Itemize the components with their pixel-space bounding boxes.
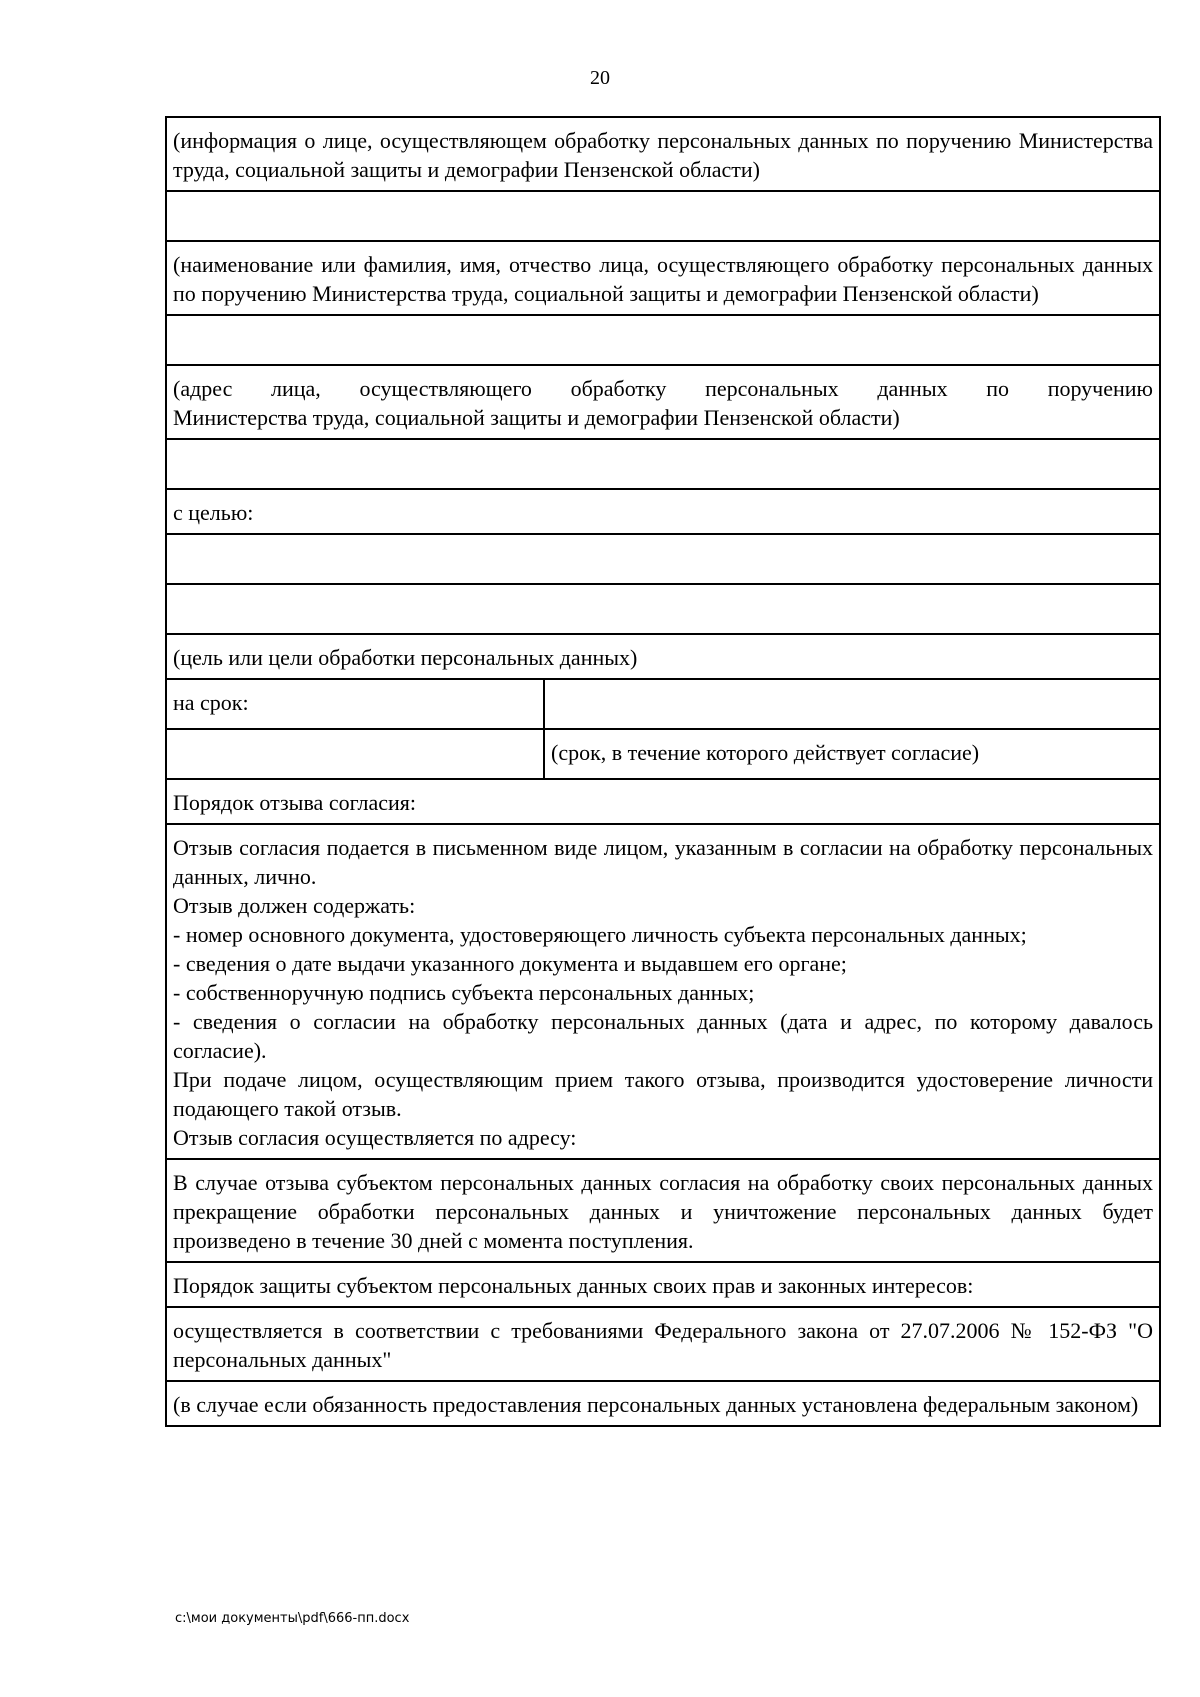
table-row [166,1262,1160,1307]
purpose-label: с целью: [166,489,1160,534]
table-row [166,679,1160,729]
table-row [166,365,1160,439]
term-caption: (срок, в течение которого действует согласие) [544,729,1160,779]
withdrawal-list-item: - сведения о согласии на обработку персональных данных (дата и адрес, по которому давалось согласие). [173,1009,1153,1063]
withdrawal-consequence-text: В случае отзыва субъектом персональных данных согласия на обработку своих персональных данных прекращение обработки персональных данных и уничтожение персональных данных будет произведено в течение 30 дней с момента поступления. [166,1159,1160,1262]
table-row [166,584,1160,634]
purpose-caption: (цель или цели обработки персональных данных) [166,634,1160,679]
term-blank-cell [166,729,544,779]
withdrawal-paragraph: Отзыв согласия осуществляется по адресу: [173,1125,577,1150]
withdrawal-paragraph: Отзыв должен содержать: [173,893,416,918]
table-row [166,824,1160,1159]
table-row [166,489,1160,534]
withdrawal-paragraph: Отзыв согласия подается в письменном виде лицом, указанным в согласии на обработку персональных данных, лично. [173,835,1153,889]
processor-address-caption-line1: (адрес лица, осуществляющего обработку персональных данных по поручению [173,376,1153,401]
term-label: на срок: [166,679,544,729]
purpose-field-2[interactable] [166,584,1160,634]
withdrawal-list-item: - номер основного документа, удостоверяющего личность субъекта персональных данных; [173,922,1027,947]
withdrawal-list-item: - сведения о дате выдачи указанного документа и выдавшем его органе; [173,951,847,976]
table-row [166,1307,1160,1381]
processor-name-field[interactable] [166,191,1160,241]
table-row [166,534,1160,584]
table-row [166,315,1160,365]
table-row [166,117,1160,191]
purpose-field-1[interactable] [166,534,1160,584]
term-field[interactable] [544,679,1160,729]
withdrawal-paragraph: При подаче лицом, осуществляющим прием такого отзыва, производится удостоверение личности подающего такой отзыв. [173,1067,1153,1121]
processor-address-caption [166,365,1160,439]
blank-field[interactable] [166,439,1160,489]
rights-protection-heading: Порядок защиты субъектом персональных данных своих прав и законных интересов: [166,1262,1160,1307]
federal-law-caption: (в случае если обязанность предоставления персональных данных установлена федеральным законом) [166,1381,1160,1426]
table-row [166,1159,1160,1262]
table-row [166,1381,1160,1426]
processor-info-caption: (информация о лице, осуществляющем обработку персональных данных по поручению Министерства труда, социальной защиты и демографии Пензенской области) [166,117,1160,191]
table-row [166,729,1160,779]
footer-file-path: c:\мои документы\pdf\666-пп.docx [175,1611,410,1626]
page-number: 20 [590,67,610,89]
table-row [166,191,1160,241]
consent-form-table [165,116,1161,1427]
withdrawal-list-item: - собственноручную подпись субъекта персональных данных; [173,980,755,1005]
withdrawal-procedure-heading: Порядок отзыва согласия: [166,779,1160,824]
processor-name-caption: (наименование или фамилия, имя, отчество лица, осуществляющего обработку персональных данных по поручению Министерства труда, социальной защиты и демографии Пензенской области) [166,241,1160,315]
withdrawal-procedure-text [166,824,1160,1159]
table-row [166,634,1160,679]
rights-protection-text: осуществляется в соответствии с требованиями Федерального закона от 27.07.2006 № 152-ФЗ "О персональных данных" [166,1307,1160,1381]
processor-address-field[interactable] [166,315,1160,365]
table-row [166,439,1160,489]
table-row [166,779,1160,824]
processor-address-caption-line2: Министерства труда, социальной защиты и демографии Пензенской области) [173,405,900,430]
table-row [166,241,1160,315]
